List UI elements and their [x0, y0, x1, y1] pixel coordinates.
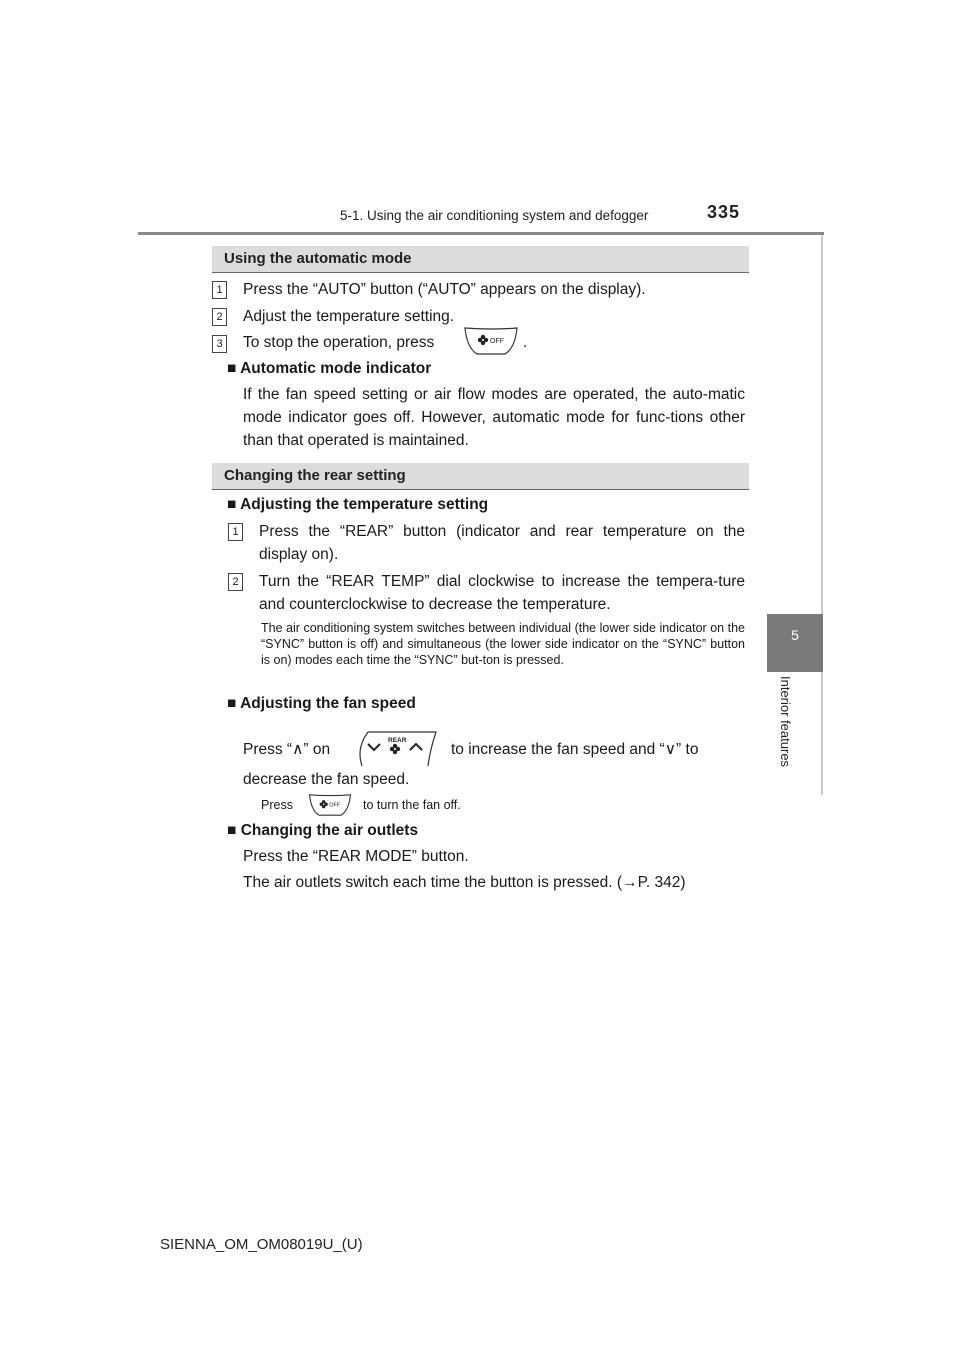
chapter-label-container — [775, 676, 795, 796]
note-heading: ■ Automatic mode indicator — [227, 360, 432, 377]
section-header: 5-1. Using the air conditioning system and defogger — [340, 208, 649, 223]
chapter-label: Interior features — [778, 676, 793, 768]
svg-text:REAR: REAR — [388, 737, 407, 744]
section-bar-automatic-mode — [212, 246, 749, 273]
step-text-end: . — [523, 334, 528, 351]
fan-text: Press “∧” on — [243, 741, 331, 758]
header-rule — [138, 232, 824, 235]
fan-off-button-icon — [463, 326, 519, 356]
svg-text:OFF: OFF — [329, 802, 341, 809]
fan-off-button-icon — [308, 793, 352, 817]
temperature-note: The air conditioning system switches between individual (the lower side indicator on the “SYNC” button is off) and simultaneous (the lower side indicator on the “SYNC” button is on) modes each time the “SYNC” but-ton is pressed. — [261, 621, 745, 667]
step-text: To stop the operation, press — [243, 334, 435, 351]
fan-text: decrease the fan speed. — [243, 771, 410, 788]
svg-text:OFF: OFF — [490, 338, 504, 345]
step-number: 1 — [228, 523, 243, 541]
note-heading: ■ Adjusting the temperature setting — [227, 496, 489, 513]
section-title: Changing the rear setting — [224, 467, 406, 484]
step-text: Turn the “REAR TEMP” dial clockwise to increase the tempera-ture and counterclockwise to decrease the temperature. — [259, 573, 745, 613]
step-text: Adjust the temperature setting. — [243, 308, 455, 325]
chapter-tab — [767, 614, 823, 672]
outlets-text: Press the “REAR MODE” button. — [243, 848, 469, 865]
chapter-number: 5 — [791, 627, 799, 643]
section-title: Using the automatic mode — [224, 250, 412, 267]
square-bullet-icon: ■ — [227, 360, 237, 377]
fan-note-end: to turn the fan off. — [363, 798, 461, 812]
fan-note-start: Press — [261, 798, 293, 812]
side-tab-rule — [821, 235, 823, 795]
note-paragraph: If the fan speed setting or air flow modes are operated, the auto-matic mode indicator goes off. However, automatic mode for func-tions other than that operated is maintained. — [243, 386, 745, 449]
step-number: 2 — [212, 308, 227, 326]
rear-fan-speed-button-icon — [354, 730, 438, 770]
note-heading: ■ Changing the air outlets — [227, 822, 419, 839]
document-id: SIENNA_OM_OM08019U_(U) — [160, 1236, 363, 1253]
step-number: 2 — [228, 573, 243, 591]
step-text: Press the “AUTO” button (“AUTO” appears on the display). — [243, 281, 646, 298]
square-bullet-icon: ■ — [227, 496, 237, 513]
page-number: 335 — [707, 202, 741, 222]
step-number: 1 — [212, 281, 227, 299]
section-bar-rear-setting — [212, 463, 749, 490]
step-text: Press the “REAR” button (indicator and rear temperature on the display on). — [259, 523, 745, 563]
square-bullet-icon: ■ — [227, 695, 237, 712]
outlets-text: The air outlets switch each time the button is pressed. (→P. 342) — [243, 874, 686, 891]
note-heading: ■ Adjusting the fan speed — [227, 695, 416, 712]
step-number: 3 — [212, 335, 227, 353]
fan-text: to increase the fan speed and “∨” to — [451, 741, 699, 758]
square-bullet-icon: ■ — [227, 822, 237, 839]
